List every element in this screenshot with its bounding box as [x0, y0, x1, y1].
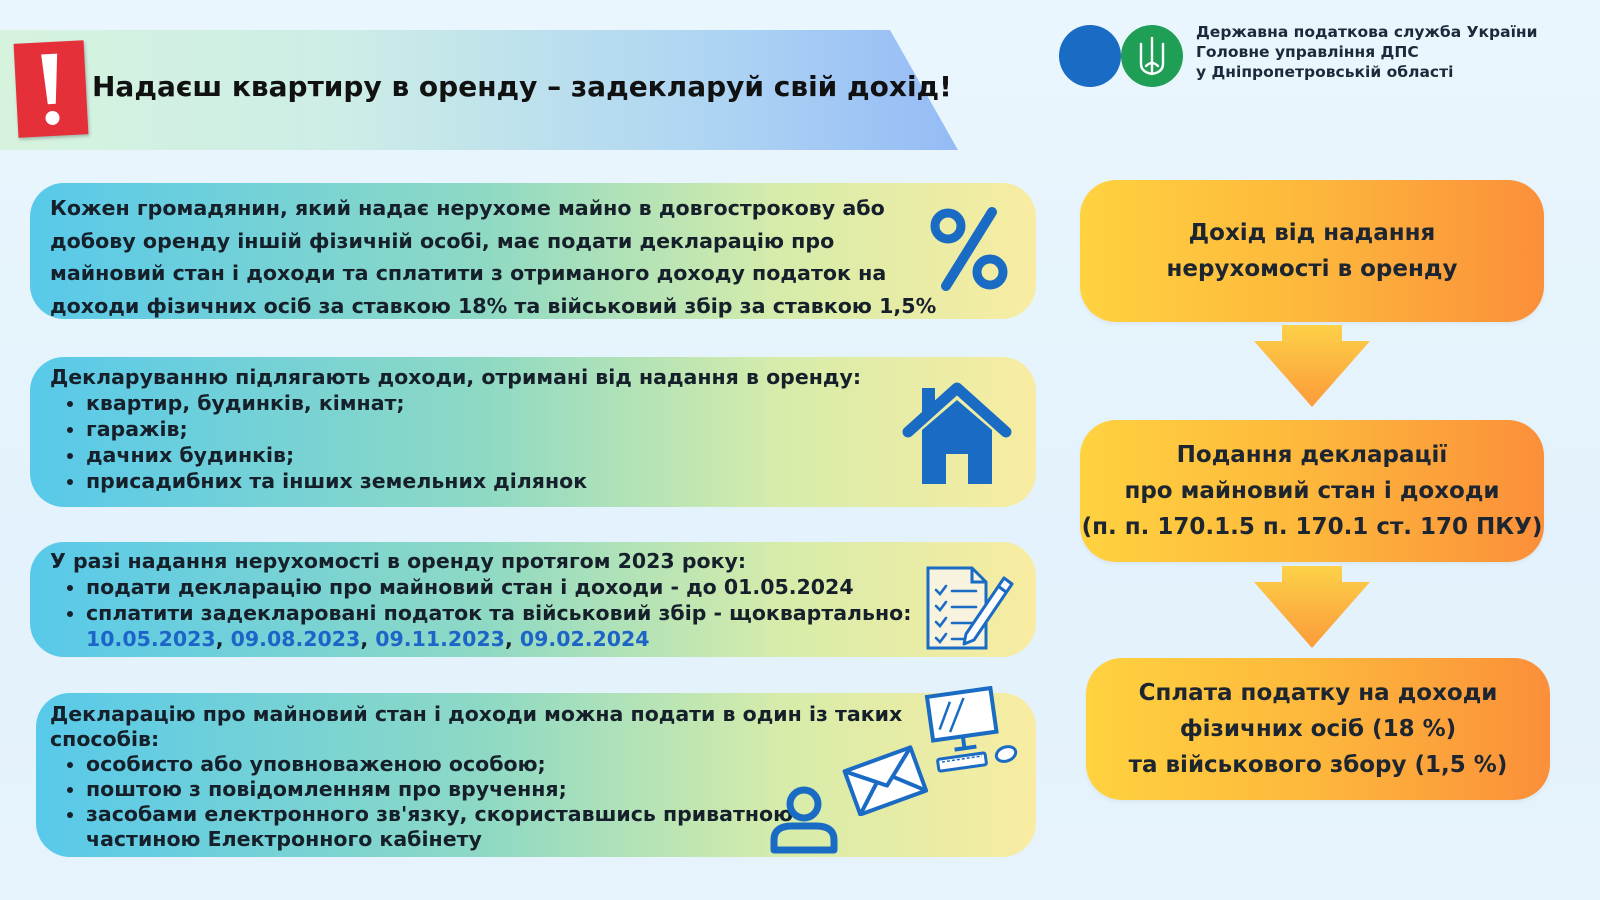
page-title: Надаєш квартиру в оренду – задекларуй свій дохід! [92, 70, 952, 103]
step-payment [1086, 658, 1550, 800]
text-line: майновий стан і доходи та сплатити з отриманого доходу податок на [50, 261, 887, 285]
list-item [86, 600, 911, 652]
list-item-text: частиною Електронного кабінету [86, 827, 482, 851]
payment-date: 09.08.2023 [230, 627, 361, 651]
payment-date: 09.11.2023 [375, 627, 505, 651]
step-line: Подання декларації [1176, 442, 1448, 468]
step-line: та військового збору (1,5 %) [1128, 752, 1508, 778]
list-item-text: сплатити задекларовані податок та військовий збір - щоквартально: [86, 601, 912, 625]
text-line: добову оренду іншій фізичній особі, має подати декларацію про [50, 228, 835, 253]
list-item: • подати декларацію про майновий стан і доходи - до 01.05.2024 [86, 574, 911, 600]
org-line-1: Державна податкова служба України [1196, 23, 1538, 41]
down-arrow-icon [1252, 566, 1372, 650]
document-pen-icon [924, 564, 1016, 652]
step-line: нерухомості в оренду [1166, 256, 1458, 282]
step-income [1080, 180, 1544, 322]
percent-icon [928, 206, 1010, 292]
org-line-2: Головне управління ДПС [1196, 43, 1419, 61]
info-text-rental-income [50, 364, 861, 494]
payment-date: 10.05.2023 [86, 627, 216, 651]
info-text-tax [50, 192, 936, 322]
section-heading: Декларуванню підлягають доходи, отримані від надання в оренду: [50, 365, 862, 389]
person-icon [768, 784, 840, 854]
down-arrow-icon [1252, 325, 1372, 409]
info-text-deadlines [50, 548, 911, 652]
section-heading-cont: способів: [50, 727, 160, 751]
list-item: • дачних будинків; [86, 442, 861, 468]
list-item-text: засобами електронного зв'язку, скориставшись приватною [86, 802, 794, 826]
deadline-list [50, 574, 911, 652]
step-declaration [1080, 420, 1544, 562]
list-item: • присадибних та інших земельних ділянок [86, 468, 861, 494]
house-icon [902, 380, 1012, 486]
step-line: (п. п. 170.1.5 п. 170.1 ст. 170 ПКУ) [1081, 514, 1543, 540]
computer-icon [924, 686, 1024, 776]
date-separator: , [360, 627, 376, 651]
list-item: • гаражів; [86, 416, 861, 442]
text-line: доходи фізичних осіб за ставкою 18% та військовий збір за ставкою 1,5% [50, 293, 937, 318]
payment-date: 09.02.2024 [519, 627, 650, 651]
date-separator: , [215, 627, 231, 651]
date-separator: , [504, 627, 520, 651]
list-item: • квартир, будинків, кімнат; [86, 390, 861, 416]
alert-icon [14, 40, 89, 138]
list-item: • поштою з повідомленням про вручення; [86, 777, 902, 802]
step-line: фізичних осіб (18 %) [1179, 716, 1457, 742]
org-line-3: у Дніпропетровській області [1196, 63, 1454, 81]
step-line: Сплата податку на доходи [1138, 680, 1498, 706]
tax-service-logo [1058, 24, 1186, 88]
org-name [1196, 22, 1537, 82]
step-line: про майновий стан і доходи [1124, 478, 1500, 504]
step-line: Дохід від надання [1188, 220, 1436, 246]
income-list [50, 390, 861, 494]
section-heading: У разі надання нерухомості в оренду протягом 2023 року: [50, 549, 747, 573]
text-line: Кожен громадянин, який надає нерухоме майно в довгострокову або [50, 196, 885, 220]
envelope-icon [840, 744, 930, 816]
section-heading: Декларацію про майновий стан і доходи можна подати в один із таких [50, 702, 903, 726]
list-item: • особисто або уповноваженою особою; [86, 752, 902, 777]
